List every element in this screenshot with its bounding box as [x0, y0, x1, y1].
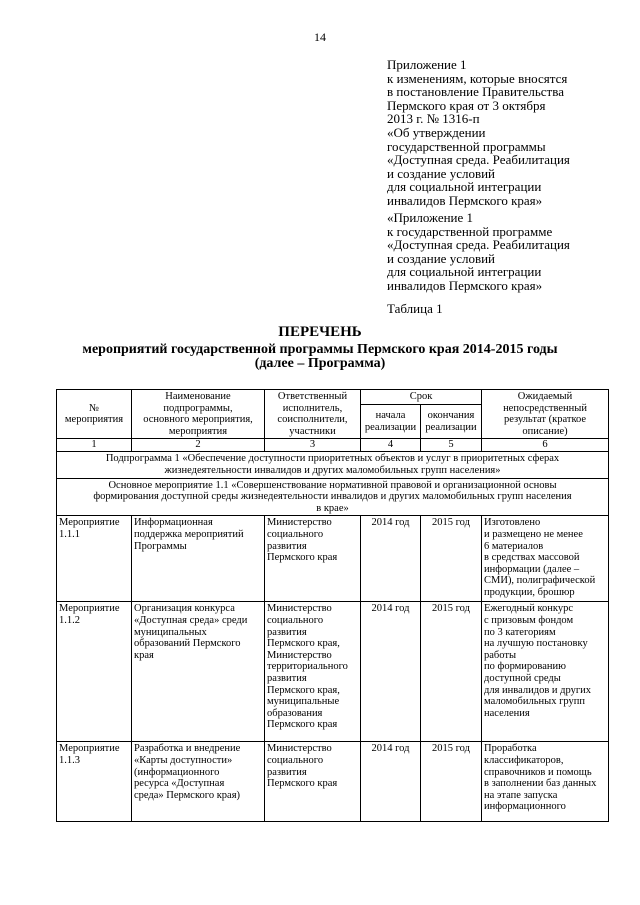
appendix-line: и создание условий	[387, 250, 496, 266]
cell-line: информации (далее –	[484, 563, 580, 575]
subprogram-row	[57, 452, 609, 478]
cell-line: в средствах массовой	[484, 552, 580, 564]
cell-line: территориального	[267, 661, 348, 673]
header-line: соисполнители,	[277, 414, 348, 426]
cell-line: Ежегодный конкурс	[484, 603, 574, 615]
cell-line: с призовым фондом	[484, 614, 574, 626]
appendix-line: «Приложение 1	[387, 210, 474, 225]
header-line: подпрограммы,	[163, 402, 233, 414]
event-name-cell	[132, 516, 265, 602]
event-id-cell	[57, 516, 132, 602]
start-year-cell: 2014 год	[361, 742, 421, 822]
header-line: непосредственный	[503, 402, 587, 414]
main-event-line: Основное мероприятие 1.1 «Совершенствование нормативной правовой и организационной основы	[108, 479, 557, 491]
cell-line: среда» Пермского края)	[134, 789, 241, 801]
cell-line: Организация конкурса	[134, 603, 235, 615]
cell-line: Проработка	[484, 743, 537, 755]
cell-line: Мероприятие	[59, 603, 120, 615]
document-subtitle	[0, 343, 640, 371]
cell-line: 1.1.1	[59, 528, 80, 540]
cell-line: развития	[267, 626, 307, 638]
subprogram-line: жизнедеятельности инвалидов и других маломобильных групп населения»	[164, 464, 501, 476]
cell-line: Министерство	[267, 603, 332, 615]
table-header-row	[57, 390, 609, 405]
cell-line: маломобильных групп	[484, 696, 585, 708]
event-name-cell	[132, 742, 265, 822]
column-number: 4	[361, 439, 421, 452]
header-start	[361, 405, 421, 439]
cell-line: 1.1.2	[59, 614, 80, 626]
cell-line: социального	[267, 528, 324, 540]
header-line: Ответственный	[277, 391, 348, 402]
header-line: участники	[289, 425, 336, 437]
start-year-cell: 2014 год	[361, 516, 421, 602]
cell-line: СМИ), полиграфической	[484, 575, 596, 587]
main-event-title	[57, 478, 609, 516]
cell-line: по формированию	[484, 661, 566, 673]
header-period: Срок	[361, 390, 482, 405]
header-line: окончания	[427, 410, 475, 422]
cell-line: Программы	[134, 540, 187, 552]
cell-line: развития	[267, 672, 307, 684]
cell-line: муниципальные	[267, 696, 340, 708]
appendix-note-2	[387, 211, 627, 293]
start-year-cell: 2014 год	[361, 602, 421, 742]
event-id-cell	[57, 602, 132, 742]
responsible-cell	[265, 602, 361, 742]
cell-line: для инвалидов и других	[484, 684, 592, 696]
header-num	[57, 390, 132, 439]
cell-line: ресурса «Доступная	[134, 778, 225, 790]
cell-line: населения	[484, 707, 530, 719]
table-row	[57, 742, 609, 822]
cell-line: Пермского края	[267, 719, 338, 731]
column-number-row	[57, 439, 609, 452]
cell-line: на этапе запуска	[484, 789, 558, 801]
appendix-line: и создание условий	[387, 165, 496, 181]
event-id-cell	[57, 742, 132, 822]
result-cell	[482, 742, 609, 822]
cell-line: Пермского края,	[267, 684, 340, 696]
responsible-cell	[265, 516, 361, 602]
cell-line: Пермского края,	[267, 638, 340, 650]
cell-line: «Карты доступности»	[134, 754, 233, 766]
program-events-table	[56, 389, 609, 822]
cell-line: развития	[267, 540, 307, 552]
cell-line: «Доступная среда» среди	[134, 614, 248, 626]
cell-line: социального	[267, 754, 324, 766]
header-line: результат (краткое	[503, 414, 587, 426]
main-event-row	[57, 478, 609, 516]
event-name-cell	[132, 602, 265, 742]
cell-line: муниципальных	[134, 626, 207, 638]
cell-line: доступной среды	[484, 672, 561, 684]
cell-line: края	[134, 649, 154, 661]
header-line: исполнитель,	[282, 402, 343, 414]
cell-line: образований Пермского	[134, 638, 241, 650]
header-line: мероприятия	[64, 414, 124, 426]
header-line: описание)	[522, 425, 568, 437]
main-event-line: в крае»	[316, 502, 349, 514]
cell-line: на лучшую постановку	[484, 638, 588, 650]
table-row	[57, 516, 609, 602]
main-event-line: формирования доступной среды жизнедеятельности инвалидов и других маломобильных групп населения	[93, 491, 572, 503]
column-number: 5	[421, 439, 482, 452]
header-line: Ожидаемый	[517, 391, 573, 402]
appendix-line: инвалидов Пермского края»	[387, 192, 543, 208]
cell-line: образования	[267, 707, 323, 719]
cell-line: информационного	[484, 801, 566, 813]
appendix-line: «Доступная среда. Реабилитация	[387, 237, 570, 253]
cell-line: 6 материалов	[484, 540, 544, 552]
cell-line: Изготовлено	[484, 517, 541, 529]
result-cell	[482, 602, 609, 742]
page-number: 14	[314, 30, 326, 44]
appendix-line: к государственной программе	[387, 223, 553, 239]
subtitle-line: мероприятий государственной программы Пермского края 2014-2015 годы	[82, 342, 558, 357]
column-number: 2	[132, 439, 265, 452]
appendix-line: «Об утверждении	[387, 124, 486, 140]
appendix-line: Пермского края от 3 октября	[387, 97, 546, 113]
appendix-line: для социальной интеграции	[387, 179, 542, 195]
result-cell	[482, 516, 609, 602]
header-result	[482, 390, 609, 439]
cell-line: Информационная	[134, 517, 213, 529]
header-line: начала	[375, 410, 406, 422]
end-year-cell: 2015 год	[421, 516, 482, 602]
header-line: реализации	[364, 421, 417, 433]
header-line: основного мероприятия,	[143, 414, 253, 426]
cell-line: (информационного	[134, 766, 220, 778]
appendix-note-1	[387, 58, 627, 208]
appendix-line: государственной программы	[387, 138, 546, 154]
cell-line: Министерство	[267, 649, 332, 661]
column-number: 6	[482, 439, 609, 452]
cell-line: 1.1.3	[59, 754, 80, 766]
cell-line: социального	[267, 614, 324, 626]
subprogram-line: Подпрограмма 1 «Обеспечение доступности приоритетных объектов и услуг в приоритетных сферах	[105, 453, 560, 465]
subtitle-line: (далее – Программа)	[254, 356, 386, 371]
responsible-cell	[265, 742, 361, 822]
end-year-cell: 2015 год	[421, 742, 482, 822]
cell-line: Пермского края	[267, 552, 338, 564]
cell-line: Пермского края	[267, 778, 338, 790]
column-number: 3	[265, 439, 361, 452]
table-row	[57, 602, 609, 742]
subprogram-title	[57, 452, 609, 478]
cell-line: развития	[267, 766, 307, 778]
cell-line: справочников и помощь	[484, 766, 592, 778]
header-line: Наименование	[165, 391, 231, 402]
cell-line: Мероприятие	[59, 517, 120, 529]
header-responsible	[265, 390, 361, 439]
header-end	[421, 405, 482, 439]
cell-line: Министерство	[267, 743, 332, 755]
appendix-line: для социальной интеграции	[387, 264, 542, 280]
cell-line: и размещено не менее	[484, 528, 583, 540]
appendix-line: инвалидов Пермского края»	[387, 277, 543, 293]
appendix-line: в постановление Правительства	[387, 84, 564, 100]
header-line: №	[88, 402, 100, 414]
table-caption: Таблица 1	[387, 301, 443, 316]
column-number: 1	[57, 439, 132, 452]
end-year-cell: 2015 год	[421, 602, 482, 742]
cell-line: продукции, брошюр	[484, 586, 575, 598]
appendix-line: 2013 г. № 1316-п	[387, 111, 480, 127]
cell-line: Разработка и внедрение	[134, 743, 241, 755]
cell-line: поддержка мероприятий	[134, 528, 244, 540]
document-title: ПЕРЕЧЕНЬ	[278, 324, 362, 340]
appendix-line: Приложение 1	[387, 57, 467, 72]
header-line: реализации	[425, 421, 477, 433]
appendix-line: «Доступная среда. Реабилитация	[387, 152, 570, 168]
appendix-line: к изменениям, которые вносятся	[387, 70, 568, 86]
cell-line: классификаторов,	[484, 754, 564, 766]
cell-line: Министерство	[267, 517, 332, 529]
cell-line: в заполнении баз данных	[484, 778, 597, 790]
cell-line: Мероприятие	[59, 743, 120, 755]
cell-line: по 3 категориям	[484, 626, 556, 638]
header-name	[132, 390, 265, 439]
header-line: мероприятия	[168, 425, 228, 437]
cell-line: работы	[484, 649, 517, 661]
